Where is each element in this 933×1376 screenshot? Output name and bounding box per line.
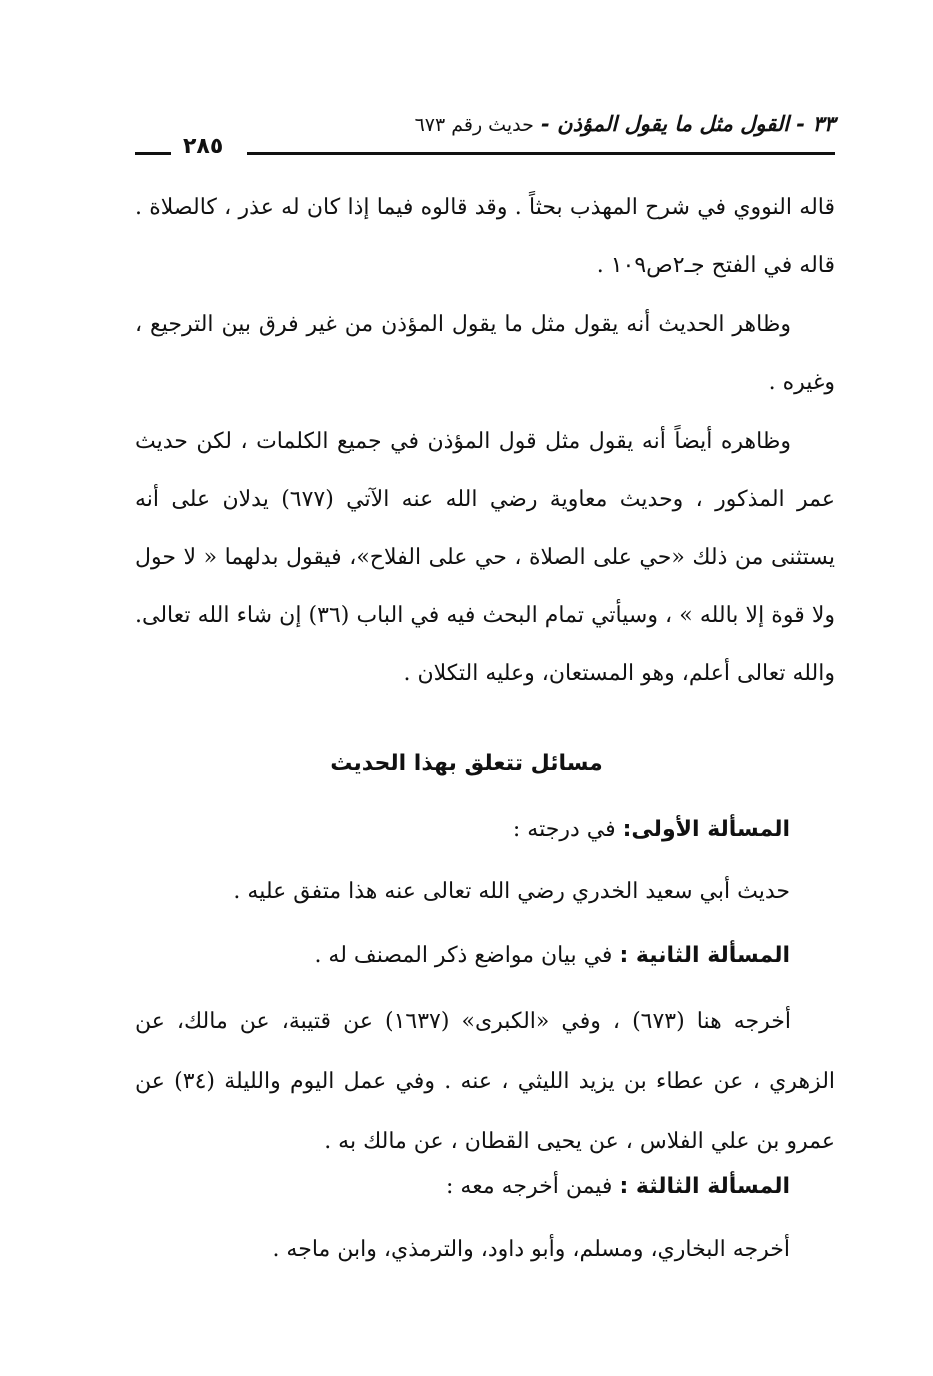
- issue-1-label: المسألة الأولى:: [622, 817, 790, 842]
- section-heading: مسائل تتعلق بهذا الحديث: [330, 751, 603, 776]
- issue-2-label: المسألة الثانية :: [619, 943, 790, 968]
- issue-1-heading: [90, 808, 790, 852]
- header-title: [415, 112, 835, 136]
- paragraph-2: وظاهر الحديث أنه يقول مثل ما يقول المؤذن من غير فرق بين الترجيع ، وغيره .: [135, 312, 835, 395]
- issue-3-heading: [90, 1165, 790, 1209]
- issue-2-text: أخرجه هنا (٦٧٣) ، وفي «الكبرى» (١٦٣٧) عن قتيبة، عن مالك، عن الزهري ، عن عطاء بن يزيد الليثي ، عنه . وفي عمل اليوم والليلة (٣٤) عن عمرو بن علي الفلاس ، عن يحيى القطان ، عن مالك به .: [135, 1009, 836, 1154]
- issue-1-text: حديث أبي سعيد الخدري رضي الله تعالى عنه هذا متفق عليه .: [233, 879, 790, 904]
- running-header: [135, 112, 835, 159]
- paragraph-3: وظاهره أيضاً أنه يقول مثل قول المؤذن في جميع الكلمات ، لكن حديث عمر المذكور ، وحديث معاوية رضي الله عنه الآتي (٦٧٧) يدلان على أنه يستثنى من ذلك «حي على الصلاة ، حي على الفلاح»، فيقول بدلهما « لا حول ولا قوة إلا بالله » ، وسيأتي تمام البحث فيه في الباب (٣٦) إن شاء الله تعالى. والله تعالى أعلم، وهو المستعان، وعليه التكلان .: [135, 429, 835, 686]
- issue-3-title: فيمن أخرجه معه :: [446, 1174, 613, 1199]
- issue-3-text: أخرجه البخاري، ومسلم، وأبو داود، والترمذي، وابن ماجه .: [272, 1237, 790, 1262]
- issue-1-title: في درجته :: [512, 817, 616, 842]
- issue-3-label: المسألة الثالثة :: [619, 1174, 790, 1199]
- header-rule: [247, 152, 835, 155]
- paragraph-1: قاله النووي في شرح المهذب بحثاً . وقد قالوه فيما إذا كان له عذر ، كالصلاة . قاله في الفتح جـ٢ص١٠٩ .: [135, 195, 835, 278]
- issue-2-heading: [90, 934, 790, 978]
- page-number-dash: [135, 152, 171, 155]
- issue-2-title: في بيان مواضع ذكر المصنف له .: [314, 943, 613, 968]
- page-number: ٢٨٥: [183, 134, 224, 159]
- chapter-title: ٣٣ - القول مثل ما يقول المؤذن -: [541, 112, 835, 136]
- hadith-number: حديث رقم ٦٧٣: [414, 114, 534, 136]
